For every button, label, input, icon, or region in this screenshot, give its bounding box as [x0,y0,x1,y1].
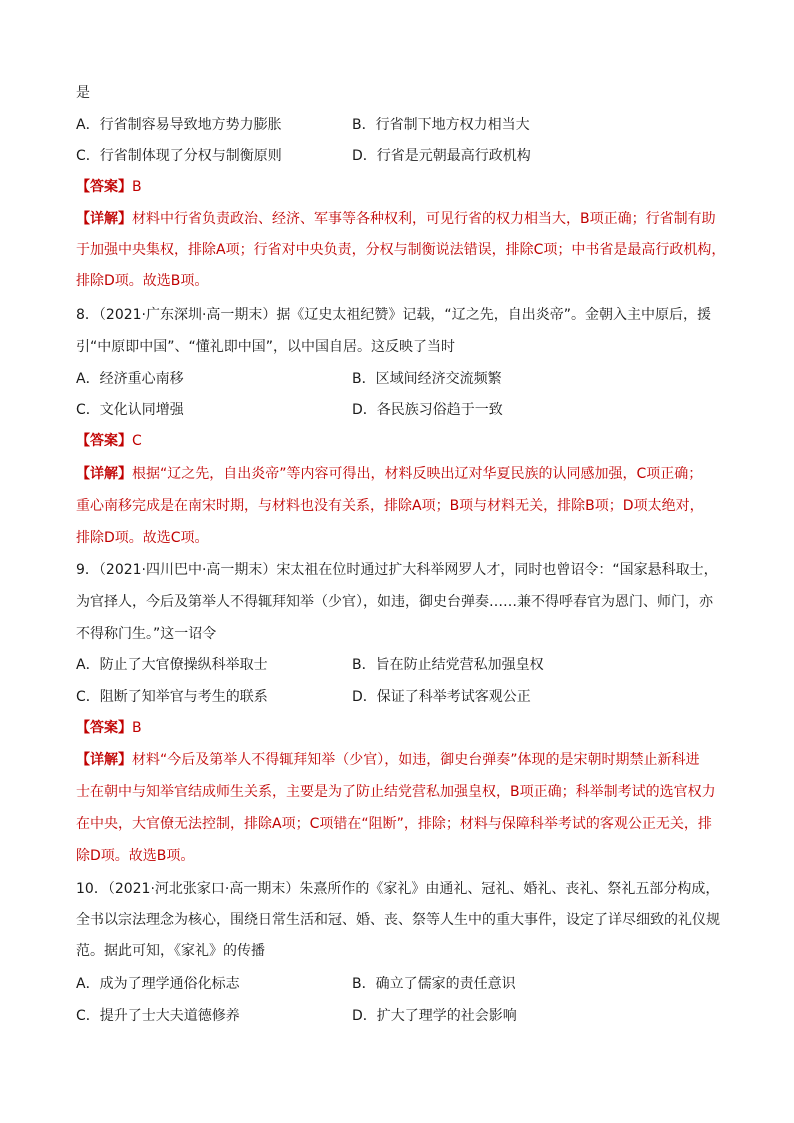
answer-value: B [132,179,142,195]
q8-option-c: C．文化认同增强 [76,402,184,418]
q8-option-d: D．各民族习俗趋于一致 [352,402,503,418]
q10-stem-line-3: 范。据此可知，《家礼》的传播 [76,943,265,959]
q10-option-c: C．提升了士大夫道德修养 [76,1008,240,1024]
q9-detail-line-2: 士在朝中与知举官结成师生关系，主要是为了防止结党营私加强皇权，B项正确；科举制考试的选官权力 [76,784,716,800]
detail-text: 材料“今后及第举人不得辄拜知举（少官），如违，御史台弹奏”体现的是宋朝时期禁止新科进 [132,752,700,768]
answer-label: 【答案】 [76,433,132,449]
q9-detail-line-4: 除D项。故选B项。 [76,848,195,864]
detail-text: 根据“辽之先，自出炎帝”等内容可得出，材料反映出辽对华夏民族的认同感加强，C项正确； [132,466,703,482]
q10-option-d: D．扩大了理学的社会影响 [352,1008,517,1024]
q7-detail-line-2: 于加强中央集权，排除A项；行省对中央负责，分权与制衡说法错误，排除C项；中书省是最高行政机构， [76,242,726,258]
q9-stem-line-1: 9．（2021·四川巴中·高一期末）宋太祖在位时通过扩大科举网罗人才，同时也曾诏令：“国家悬科取士， [76,562,718,578]
q10-option-a: A．成为了理学通俗化标志 [76,976,240,992]
q8-answer [76,432,726,450]
q9-detail-line-3: 在中央，大官僚无法控制，排除A项；C项错在“阻断”，排除；材料与保障科举考试的客观公正无关，排 [76,816,712,832]
detail-label: 【详解】 [76,211,132,227]
q10-stem-line-2: 全书以宗法理念为核心，围绕日常生活和冠、婚、丧、祭等人生中的重大事件，设定了详尽细致的礼仪规 [76,912,720,928]
q9-stem-line-3: 不得称门生。”这一诏令 [76,626,217,642]
detail-label: 【详解】 [76,752,132,768]
q9-answer [76,719,726,737]
q7-answer [76,178,726,196]
q10-option-b: B．确立了儒家的责任意识 [352,976,516,992]
q7-detail-line-1 [76,210,726,228]
q8-detail-line-1 [76,465,726,483]
q8-option-b: B．区域间经济交流频繁 [352,371,502,387]
detail-text: 材料中行省负责政治、经济、军事等各种权利，可见行省的权力相当大，B项正确；行省制有助 [132,211,716,227]
answer-value: B [132,720,142,736]
answer-label: 【答案】 [76,179,132,195]
q7-option-d: D．行省是元朝最高行政机构 [352,148,531,164]
q7-option-b: B．行省制下地方权力相当大 [352,117,530,133]
q7-stem-tail: 是 [76,85,90,101]
q9-option-a: A．防止了大官僚操纵科举取士 [76,657,268,673]
q8-stem-line-2: 引“中原即中国”、“懂礼即中国”，以中国自居。这反映了当时 [76,339,456,355]
q7-option-c: C．行省制体现了分权与制衡原则 [76,148,282,164]
q8-detail-line-3: 排除D项。故选C项。 [76,530,209,546]
q8-stem-line-1: 8．（2021·广东深圳·高一期末）据《辽史太祖纪赞》记载，“辽之先，自出炎帝”。金朝入主中原后，援 [76,307,711,323]
q9-option-d: D．保证了科举考试客观公正 [352,689,531,705]
detail-label: 【详解】 [76,466,132,482]
q7-detail-line-3: 排除D项。故选B项。 [76,273,209,289]
q10-stem-line-1: 10．（2021·河北张家口·高一期末）朱熹所作的《家礼》由通礼、冠礼、婚礼、丧礼、祭礼五部分构成， [76,881,720,897]
q7-option-a: A．行省制容易导致地方势力膨胀 [76,117,282,133]
q8-option-a: A．经济重心南移 [76,371,184,387]
answer-label: 【答案】 [76,720,132,736]
answer-value: C [132,433,142,449]
q8-detail-line-2: 重心南移完成是在南宋时期，与材料也没有关系，排除A项；B项与材料无关，排除B项；D项太绝对， [76,498,704,514]
q9-stem-line-2: 为官择人，今后及第举人不得辄拜知举（少官），如违，御史台弹奏……兼不得呼春官为恩门、师门，亦 [76,594,713,610]
q9-option-b: B．旨在防止结党营私加强皇权 [352,657,544,673]
q9-option-c: C．阻断了知举官与考生的联系 [76,689,268,705]
q9-detail-line-1 [76,751,726,769]
